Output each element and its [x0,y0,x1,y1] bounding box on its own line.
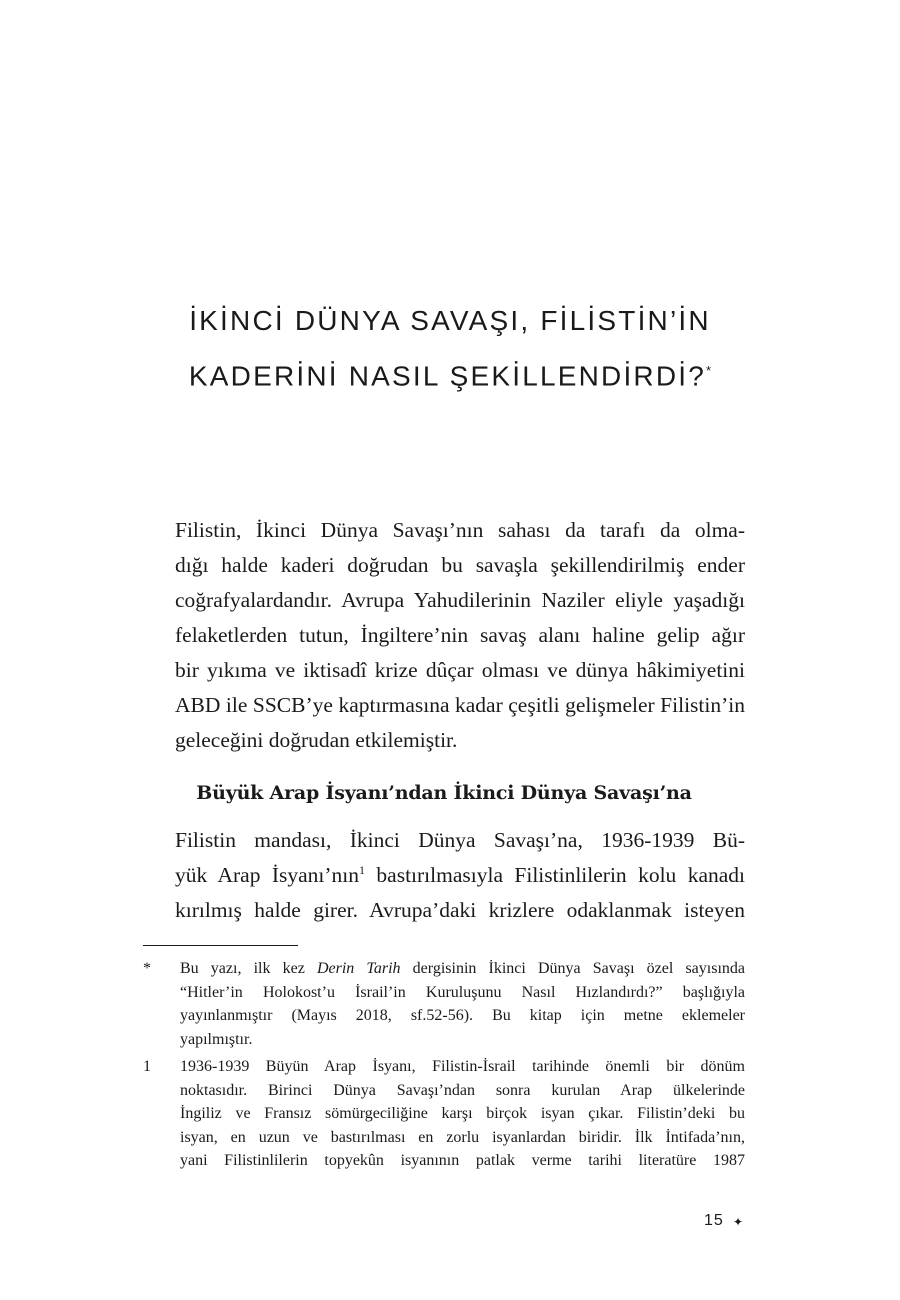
footnote-line: yayınlanmıştır (Mayıs 2018, sf.52-56). Bu kitap için metne eklemeler [180,1007,745,1024]
paragraph-line: felaketlerden tutun, İngiltere’nin savaş alanı haline gelip ağır [175,623,745,647]
footnote-line [180,957,745,981]
paragraph-2-text [143,823,745,928]
footnote-line: yani Filistinlilerin topyekûn isyanının patlak verme tarihi literatüre 1987 [180,1152,745,1169]
footnote-line: yapılmıştır. [180,1030,253,1048]
paragraph-line: ABD ile SSCB’ye kaptırmasına kadar çeşitli gelişmeler Filistin’in [175,693,745,717]
paragraph-line: Filistin mandası, İkinci Dünya Savaşı’na, 1936-1939 Bü- [175,828,745,852]
journal-name: Derin Tarih [316,960,401,977]
star-ornament-icon: ✦ [733,1215,744,1229]
page-number: 15 [704,1212,724,1229]
footnote-ref-1[interactable]: 1 [359,862,366,877]
footnote-text-fragment: Bu yazı, ilk kez [180,960,317,977]
footnote-marker: * [143,960,151,977]
paragraph-2 [143,823,745,928]
chapter-title-line-1: İKİNCİ DÜNYA SAVAŞI, FİLİSTİN’İN [189,305,711,336]
paragraph-1-text [143,513,745,758]
paragraph-line [143,858,745,893]
footnote-line: İngiliz ve Fransız sömürgeciliğine karşı birçok isyan çıkar. Filistin’deki bu [180,1105,745,1122]
footnote-line: 1936-1939 Büyün Arap İsyanı, Filistin-İsrail tarihinde önemli bir dönüm [180,1058,745,1075]
paragraph-line: dığı halde kaderi doğrudan bu savaşla şekillendirilmiş ender [175,553,745,577]
footnote-line: “Hitler’in Holokost’u İsrail’in Kuruluşunu Nasıl Hızlandırdı?” başlığıyla [180,983,745,1001]
footnote-text-fragment: dergisinin İkinci Dünya Savaşı özel sayısında [400,960,746,977]
section-heading: Büyük Arap İsyanı’ndan İkinci Dünya Savaşı’na [196,782,692,804]
paragraph-1 [143,513,745,758]
paragraph-line: bir yıkıma ve iktisadî krize dûçar olması ve dünya hâkimiyetini [175,658,745,682]
paragraph-line: coğrafyalardandır. Avrupa Yahudilerinin Naziler eliyle yaşadığı [175,588,745,612]
chapter-title-line-2 [100,346,800,401]
chapter-title [100,296,800,401]
footnotes [143,957,745,1177]
footnote-1 [143,1055,745,1173]
paragraph-line: kırılmış halde girer. Avrupa’daki krizlere odaklanmak isteyen [175,898,745,922]
footnote-star [143,957,745,1051]
footnote-marker: 1 [143,1058,151,1075]
footnote-divider [143,945,298,946]
footnote-text [180,1055,745,1173]
paragraph-text-fragment: yük Arap İsyanı’nın [175,863,360,887]
footnote-text [180,957,745,1051]
footnote-line: noktasıdır. Birinci Dünya Savaşı’ndan sonra kurulan Arap ülkelerinde [180,1081,745,1099]
paragraph-line: geleceğini doğrudan etkilemiştir. [175,728,458,752]
footnote-line: isyan, en uzun ve bastırılması en zorlu isyanlardan biridir. İlk İntifada’nın, [180,1128,745,1146]
paragraph-text-fragment: bastırılmasıyla Filistinlilerin kolu kanadı [365,863,746,887]
paragraph-line: Filistin, İkinci Dünya Savaşı’nın sahası da tarafı da olma- [175,518,745,542]
chapter-footnote-mark[interactable]: * [706,363,712,378]
chapter-title-line-2-text: KADERİNİ NASIL ŞEKİLLENDİRDİ? [188,360,707,392]
